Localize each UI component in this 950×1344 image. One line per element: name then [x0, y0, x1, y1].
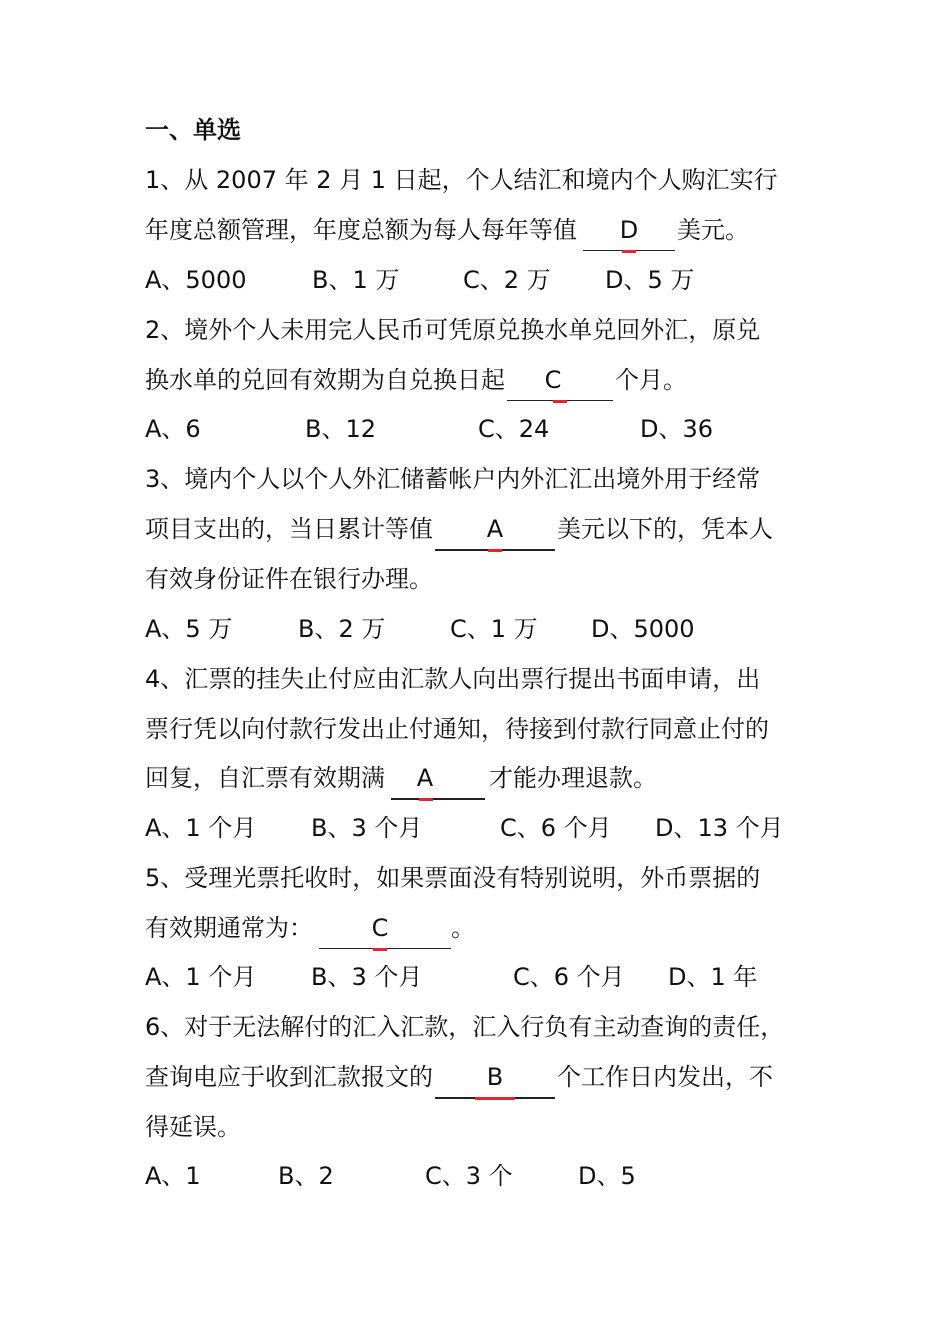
question-3-text-after-blank: 美元以下的，凭本人 — [557, 515, 773, 543]
option-a: A、5000 — [145, 266, 247, 294]
question-2-answer-blank — [507, 362, 613, 401]
red-underline-mark — [475, 1097, 515, 1100]
question-3-number: 3、 — [145, 465, 185, 493]
question-4-line-3 — [145, 760, 657, 796]
question-1-answer-blank — [583, 212, 675, 251]
option-d: D、5 — [578, 1162, 636, 1190]
question-1-answer: D — [619, 216, 639, 244]
question-2-text-after-blank: 个月。 — [615, 366, 687, 394]
question-3-text: 境内个人以个人外汇储蓄帐户内外汇汇出境外用于经常 — [184, 465, 761, 493]
option-b: B、12 — [305, 415, 377, 443]
question-1-number: 1、 — [145, 166, 185, 194]
option-c: C、6 个月 — [513, 963, 625, 991]
red-underline-mark — [622, 250, 636, 253]
question-3-line-2 — [145, 511, 773, 547]
option-a: A、1 个月 — [145, 963, 257, 991]
question-6-answer: B — [486, 1063, 504, 1091]
option-c: C、6 个月 — [500, 814, 612, 842]
question-6-text: 对于无法解付的汇入汇款，汇入行负有主动查询的责任， — [184, 1013, 785, 1041]
question-4-line-1 — [145, 661, 760, 697]
option-b: B、2 万 — [298, 615, 386, 643]
question-4-answer: A — [416, 764, 434, 792]
question-4-text-continued: 票行凭以向付款行发出止付通知，待接到付款行同意止付的 — [145, 715, 769, 743]
question-4-text-after-blank: 才能办理退款。 — [489, 764, 657, 792]
question-2-text: 境外个人未用完人民币可凭原兑换水单兑回外汇，原兑 — [184, 316, 761, 344]
question-1-line-1 — [145, 162, 778, 198]
question-2-number: 2、 — [145, 316, 185, 344]
question-5-answer: C — [371, 914, 389, 942]
question-5-number: 5、 — [145, 864, 185, 892]
option-a: A、6 — [145, 415, 201, 443]
question-6-text-continued: 得延误。 — [145, 1113, 241, 1141]
question-1-text: 从 2007 年 2 月 1 日起，个人结汇和境内个人购汇实行 — [184, 166, 778, 194]
option-d: D、1 年 — [668, 963, 758, 991]
question-3-answer: A — [486, 515, 504, 543]
option-c: C、1 万 — [450, 615, 538, 643]
option-a: A、1 — [145, 1162, 201, 1190]
question-5-text-after-blank: 。 — [451, 914, 475, 942]
question-5-answer-blank — [319, 910, 451, 949]
question-4-text: 汇票的挂失止付应由汇款人向出票行提出书面申请，出 — [184, 665, 761, 693]
question-6-line-3 — [145, 1109, 241, 1145]
question-1-text-after-blank: 美元。 — [677, 216, 749, 244]
red-underline-mark — [419, 798, 433, 801]
option-b: B、2 — [278, 1162, 334, 1190]
question-2-line-1 — [145, 312, 760, 348]
question-3-answer-blank — [435, 511, 555, 551]
question-5-text: 受理光票托收时，如果票面没有特别说明，外币票据的 — [184, 864, 761, 892]
question-4-text-before-blank: 回复，自汇票有效期满 — [145, 764, 385, 792]
question-6-number: 6、 — [145, 1013, 185, 1041]
question-1-line-2 — [145, 212, 749, 248]
question-6-line-2 — [145, 1059, 773, 1095]
question-3-text-before-blank: 项目支出的，当日累计等值 — [145, 515, 433, 543]
question-6-answer-blank — [435, 1059, 555, 1099]
question-4-number: 4、 — [145, 665, 185, 693]
question-2-answer: C — [544, 366, 562, 394]
option-d: D、5 万 — [605, 266, 695, 294]
question-5-line-1 — [145, 860, 760, 896]
option-d: D、36 — [640, 415, 714, 443]
question-3-line-3 — [145, 561, 433, 597]
question-1-text-before-blank: 年度总额管理，年度总额为每人每年等值 — [145, 216, 577, 244]
option-b: B、1 万 — [312, 266, 400, 294]
question-6-text-after-blank: 个工作日内发出，不 — [557, 1063, 773, 1091]
question-3-text-continued: 有效身份证件在银行办理。 — [145, 565, 433, 593]
question-4-line-2 — [145, 711, 769, 747]
question-6-line-1 — [145, 1009, 784, 1045]
red-underline-mark — [488, 549, 502, 552]
question-2-text-before-blank: 换水单的兑回有效期为自兑换日起 — [145, 366, 505, 394]
section-heading: 一、单选 — [145, 116, 241, 144]
question-6-text-before-blank: 查询电应于收到汇款报文的 — [145, 1063, 433, 1091]
red-underline-mark — [373, 948, 387, 951]
question-5-text-before-blank: 有效期通常为： — [145, 914, 313, 942]
question-3-line-1 — [145, 461, 760, 497]
option-a: A、5 万 — [145, 615, 233, 643]
option-c: C、2 万 — [463, 266, 551, 294]
option-d: D、13 个月 — [655, 814, 784, 842]
option-c: C、3 个 — [425, 1162, 513, 1190]
option-a: A、1 个月 — [145, 814, 257, 842]
option-b: B、3 个月 — [311, 814, 423, 842]
red-underline-mark — [553, 400, 567, 403]
question-5-line-2 — [145, 910, 475, 946]
option-b: B、3 个月 — [311, 963, 423, 991]
question-2-line-2 — [145, 362, 687, 398]
option-c: C、24 — [478, 415, 550, 443]
question-4-answer-blank — [391, 760, 485, 800]
option-d: D、5000 — [591, 615, 695, 643]
